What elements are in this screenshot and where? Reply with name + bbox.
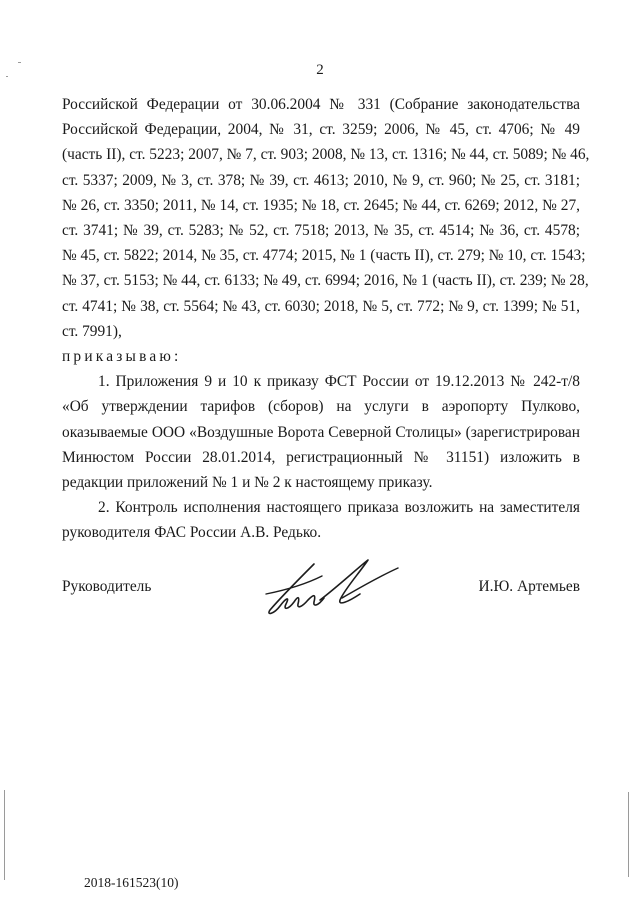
order-item-2 xyxy=(62,495,580,545)
text-line: 2. Контроль исполнения настоящего приказа возложить на заместителя xyxy=(98,499,580,517)
text-line: редакции приложений № 1 и № 2 к настоящему приказу. xyxy=(62,474,433,492)
text-line: ст. 4741; № 38, ст. 5564; № 43, ст. 6030; 2018, № 5, ст. 772; № 9, ст. 1399; № 51, xyxy=(62,297,580,315)
text-line: оказываемые ООО «Воздушные Ворота Северной Столицы» (зарегистрирован xyxy=(62,423,580,441)
text-line: ст. 7991), xyxy=(62,322,122,340)
signatory-name: И.Ю. Артемьев xyxy=(478,578,580,595)
text-line: Российской Федерации от 30.06.2004 № 331 (Собрание законодательства xyxy=(62,96,580,113)
text-line: ст. 3741; № 39, ст. 5283; № 52, ст. 7518; 2013, № 35, ст. 4514; № 36, ст. 4578; xyxy=(62,222,580,240)
scan-edge-line xyxy=(4,790,5,880)
text-line: Российской Федерации, 2004, № 31, ст. 3259; 2006, № 45, ст. 4706; № 49 xyxy=(62,121,580,139)
text-line: руководителя ФАС России А.В. Редько. xyxy=(62,524,322,542)
text-line: № 37, ст. 5153; № 44, ст. 6133; № 49, ст. 6994; 2016, № 1 (часть II), ст. 239; № 28, xyxy=(62,272,589,290)
document-registration-code: 2018-161523(10) xyxy=(84,875,179,890)
page-number: 2 xyxy=(316,62,324,78)
text-line: (часть II), ст. 5223; 2007, № 7, ст. 903; 2008, № 13, ст. 1316; № 44, ст. 5089; № 46, xyxy=(62,146,590,164)
text-line: Минюстом России 28.01.2014, регистрационный № 31151) изложить в xyxy=(62,448,580,466)
text-line: № 45, ст. 5822; 2014, № 35, ст. 4774; 2015, № 1 (часть II), ст. 279; № 10, ст. 1543; xyxy=(62,247,586,265)
signatory-title: Руководитель xyxy=(62,578,152,595)
signature-stroke xyxy=(269,564,324,613)
text-line: ст. 5337; 2009, № 3, ст. 378; № 39, ст. 4613; 2010, № 9, ст. 960; № 25, ст. 3181; xyxy=(62,171,580,189)
text-line: «Об утверждении тарифов (сборов) на услуги в аэропорту Пулково, xyxy=(62,398,580,416)
order-word: приказываю: xyxy=(62,348,182,366)
document-body xyxy=(62,92,590,546)
scan-edge-line xyxy=(628,792,629,877)
text-line: № 26, ст. 3350; 2011, № 14, ст. 1935; № 18, ст. 2645; № 44, ст. 6269; 2012, № 27, xyxy=(62,196,580,214)
legal-references-paragraph xyxy=(62,92,590,344)
order-item-1 xyxy=(62,369,580,495)
handwritten-signature xyxy=(256,554,406,624)
text-line: 1. Приложения 9 и 10 к приказу ФСТ России от 19.12.2013 № 242-т/8 xyxy=(98,373,580,391)
